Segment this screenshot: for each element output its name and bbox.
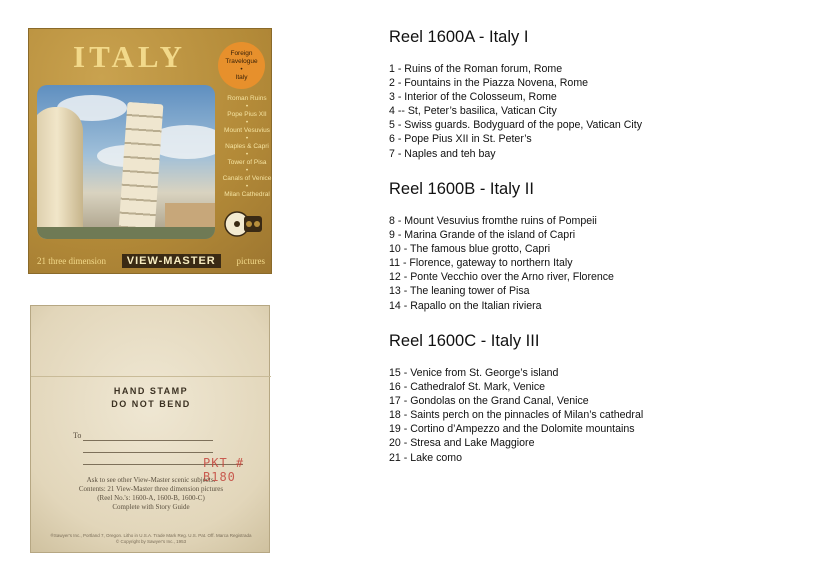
address-line <box>83 452 213 453</box>
reel-title: Reel 1600A - Italy I <box>389 28 529 46</box>
place-item: • <box>245 119 249 126</box>
cover-title: ITALY <box>73 39 187 74</box>
back-cover <box>30 305 270 553</box>
reel-item: 12 - Ponte Vecchio over the Arno river, Florence <box>389 271 614 284</box>
pictures-text: pictures <box>236 256 265 266</box>
do-not-bend-text: DO NOT BEND <box>111 399 191 409</box>
baptistery-shape <box>37 107 83 239</box>
reel-item: 13 - The leaning tower of Pisa <box>389 285 530 298</box>
leaning-tower-shape <box>119 102 164 232</box>
reel-item: 20 - Stresa and Lake Maggiore <box>389 437 535 450</box>
reel-section-a <box>389 28 642 161</box>
copyright-footer <box>39 533 263 545</box>
reel-section-b <box>389 180 614 313</box>
badge-line: • <box>240 65 243 73</box>
three-dimension-text: 21 three dimension <box>37 256 106 266</box>
to-label: To <box>73 431 82 440</box>
contents-block <box>31 476 271 512</box>
reel-item-list <box>389 214 614 313</box>
viewer-reel-icon <box>224 207 264 241</box>
view-master-logo: VIEW-MASTER <box>122 254 221 268</box>
reel-item: 4 -- St, Peter’s basilica, Vatican City <box>389 105 557 118</box>
contents-line: Complete with Story Guide <box>112 503 190 511</box>
cover-footer <box>29 251 273 271</box>
reel-item: 2 - Fountains in the Piazza Novena, Rome <box>389 77 589 90</box>
reel-title: Reel 1600C - Italy III <box>389 332 540 350</box>
place-item: • <box>245 135 249 142</box>
place-item: • <box>245 167 249 174</box>
place-item: Naples & Capri <box>225 143 269 150</box>
front-cover <box>28 28 272 274</box>
pisa-photo <box>37 85 215 239</box>
reel-item-list <box>389 62 642 161</box>
places-list <box>221 95 273 199</box>
badge-line: Foreign <box>230 49 253 57</box>
reel-item-list <box>389 366 643 465</box>
reel-item: 1 - Ruins of the Roman forum, Rome <box>389 63 563 75</box>
footer-line: © Copyright by Sawyer's Inc., 1953 <box>115 539 187 544</box>
place-item: Milan Cathedral <box>224 191 270 198</box>
address-line <box>83 440 213 441</box>
reel-item: 17 - Gondolas on the Grand Canal, Venice <box>389 395 589 408</box>
place-item: • <box>245 103 249 110</box>
footer-line: ®Sawyer's Inc., Portland 7, Oregon. Litho in U.S.A. Trade Mark Reg. U.S. Pat. Off. Marca Registrada <box>50 533 252 538</box>
envelope-flap <box>31 306 271 377</box>
reel-item: 6 - Pope Pius XII in St. Peter’s <box>389 133 532 146</box>
contents-line: Ask to see other View-Master scenic subjects. <box>86 476 216 484</box>
place-item: • <box>245 183 249 190</box>
reel-item: 3 - Interior of the Colosseum, Rome <box>389 91 557 104</box>
reel-item: 21 - Lake como <box>389 451 463 464</box>
reel-section-c <box>389 332 643 465</box>
place-item: • <box>245 151 249 158</box>
contents-line: Contents: 21 View-Master three dimension pictures <box>78 485 224 493</box>
place-item: Mount Vesuvius <box>224 127 270 134</box>
reel-item: 8 - Mount Vesuvius fromthe ruins of Pompeii <box>389 215 597 227</box>
reel-item: 9 - Marina Grande of the island of Capri <box>389 229 576 242</box>
hand-stamp-text: HAND STAMP <box>113 386 189 396</box>
place-item: Roman Ruins <box>227 95 267 102</box>
reel-item: 5 - Swiss guards. Bodyguard of the pope, Vatican City <box>389 119 643 132</box>
reel-item: 10 - The famous blue grotto, Capri <box>389 243 551 256</box>
reel-item: 7 - Naples and teh bay <box>389 147 496 160</box>
place-item: Tower of Pisa <box>227 159 267 166</box>
reel-item: 16 - Cathedralof St. Mark, Venice <box>389 381 546 394</box>
reel-item: 19 - Cortino d’Ampezzo and the Dolomite mountains <box>389 423 635 436</box>
place-item: Pope Pius XII <box>227 111 267 118</box>
reel-item: 11 - Florence, gateway to northern Italy <box>389 257 573 270</box>
reel-title: Reel 1600B - Italy II <box>389 180 534 198</box>
pkt-stamp: PKT # B180 <box>203 456 245 484</box>
reel-item: 18 - Saints perch on the pinnacles of Milan’s cathedral <box>389 409 644 422</box>
contents-line: (Reel No.'s: 1600-A, 1600-B, 1600-C) <box>97 494 205 502</box>
reel-item: 14 - Rapallo on the Italian riviera <box>389 299 542 312</box>
reel-item: 15 - Venice from St. George’s island <box>389 367 559 379</box>
place-item: Canals of Venice <box>222 175 272 182</box>
badge-line: Italy <box>235 73 248 81</box>
travelogue-badge <box>218 42 265 89</box>
badge-line: Travelogue <box>225 57 258 65</box>
